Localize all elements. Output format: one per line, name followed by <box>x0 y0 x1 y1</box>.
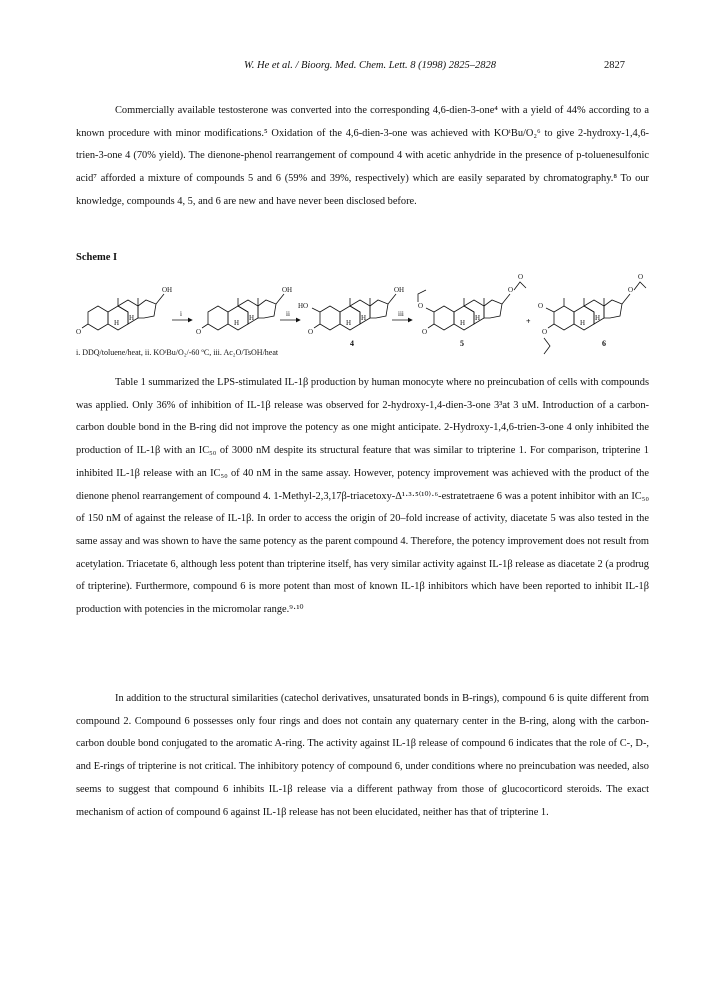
scheme-caption: i. DDQ/toluene/heat, ii. KOᵗBu/O₂/-60 ºC, iii. Ac₂O/TsOH/heat <box>76 348 279 357</box>
carbonyl-label: O <box>422 328 428 336</box>
hydrogen-label: H <box>595 314 601 322</box>
oxygen-label: O <box>538 302 544 310</box>
hydrogen-label: H <box>361 314 367 322</box>
molecule-dienone <box>196 286 292 336</box>
oxygen-label: O <box>418 302 424 310</box>
hydrogen-label: H <box>460 319 466 327</box>
hydroxyl-label: OH <box>162 286 173 294</box>
page-number: 2827 <box>604 60 625 71</box>
scheme-title: Scheme I <box>76 252 118 263</box>
hydrogen-label: H <box>249 314 255 322</box>
compound-label: 4 <box>350 339 354 348</box>
oxygen-label: O <box>638 273 644 281</box>
step-label: i <box>180 310 182 318</box>
step-label: ii <box>286 310 290 318</box>
molecule-testosterone <box>76 286 172 336</box>
hydroxyl-label: OH <box>394 286 405 294</box>
compound-label: 5 <box>460 339 464 348</box>
reaction-arrow-iii <box>392 310 412 320</box>
molecule-compound-6 <box>538 273 646 354</box>
hydroxyl-label: HO <box>298 302 309 310</box>
oxygen-label: O <box>542 328 548 336</box>
hydrogen-label: H <box>234 319 240 327</box>
hydrogen-label: H <box>114 319 120 327</box>
carbonyl-label: O <box>308 328 314 336</box>
plus-sign: + <box>526 317 531 326</box>
reaction-arrow-ii <box>280 310 300 320</box>
compound-label: 6 <box>602 339 606 348</box>
paragraph-synthesis: Commercially available testosterone was converted into the corresponding 4,6-dien-3-one⁴ with a yield of 44% according to a known procedure with minor modifications.⁵ Oxidation of the 4,6-dien-3-one was achieved with KOᵗBu/O₂⁶ to give 2-hydroxy-1,4,6-trien-3-one 4 (70% yield). The dienone-phenol rearrangement of compound 4 with acetic anhydride in the presence of p-toluenesulfonic acid⁷ afforded a mixture of compounds 5 and 6 (59% and 39%, respectively) which are easily separated by chromatography.⁸ To our knowledge, compounds 4, 5, and 6 are new and have never been disclosed before. <box>76 105 649 207</box>
running-head: W. He et al. / Bioorg. Med. Chem. Lett. 8 (1998) 2825–2828 <box>243 60 497 71</box>
carbonyl-label: O <box>76 328 82 336</box>
hydrogen-label: H <box>580 319 586 327</box>
hydrogen-label: H <box>475 314 481 322</box>
paragraph-discussion: In addition to the structural similarities (catechol derivatives, unsaturated bonds in B-rings), compound 6 is quite different from compound 2. Compound 6 possesses only four rings and does not contain any quaternary center in the B-ring, along with the carbon-carbon double bond conjugated to the aromatic A-ring. The activity against IL-1β release of compound 6 indicates that the role of C-, D-, and E-rings of tripterine is not critical. The inhibitory potency of compound 6, under conditions where no preincubation was needed, also seems to suggest that compound 6 inhibits IL-1β release via a different pathway from those of glucocorticord steroids. The exact mechanism of action of compound 6 against IL-1β release has not been elucidated, neither has that of tripterine 1. <box>76 693 649 818</box>
hydroxyl-label: OH <box>282 286 293 294</box>
reaction-arrow-i <box>172 310 192 320</box>
hydrogen-label: H <box>129 314 135 322</box>
oxygen-label: O <box>508 286 514 294</box>
reaction-scheme <box>74 270 654 360</box>
oxygen-label: O <box>628 286 634 294</box>
oxygen-label: O <box>518 273 524 281</box>
molecule-compound-5 <box>418 273 526 348</box>
reaction-scheme-drawing <box>74 270 654 360</box>
molecule-compound-4 <box>298 286 404 348</box>
carbonyl-label: O <box>196 328 202 336</box>
paragraph-activity: Table 1 summarized the LPS-stimulated IL-1β production by human monocyte where no preincubation of cells with compounds was applied. Only 36% of inhibition of IL-1β release was observed for 2-hydroxy-1,4-dien-3-one 3³at 3 uM. Introduction of a carbon-carbon double bond in the B-ring did not improve the potency as one might anticipate. 2-Hydroxy-1,4,6-trien-3-one 4 only inhibited the production of IL-1β with an IC₅₀ of 3000 nM despite its structural feature that was similar to tripterine 1. For comparison, tripterine 1 inhibited IL-1β release with an IC₅₀ of 40 nM in the same assay. However, potency improvement was achieved with the product of the dienone phenol rearrangement of compound 4. 1-Methyl-2,3,17β-triacetoxy-Δ¹·³·⁵⁽¹⁰⁾·⁶-estratetraene 6 was a potent inhibitor with an IC₅₀ of 150 nM of against the release of IL-1β. In order to access the origin of 20–fold increase of activity, diacetate 5 was also tested in the same assay and was shown to have the same potency as the parent compound 4. Therefore, the potency improvement does not result from acetylation. Triacetate 6, although less potent than tripterine itself, has very similar activity against IL-1β release as diacetate 2 (a prodrug of tripterine). Furthermore, compound 6 is more potent than most of known IL-1β inhibitors which have been reported to inhibit IL-1β production with potencies in the micromolar range.⁹·¹⁰ <box>76 377 649 616</box>
step-label: iii <box>398 310 404 318</box>
hydrogen-label: H <box>346 319 352 327</box>
